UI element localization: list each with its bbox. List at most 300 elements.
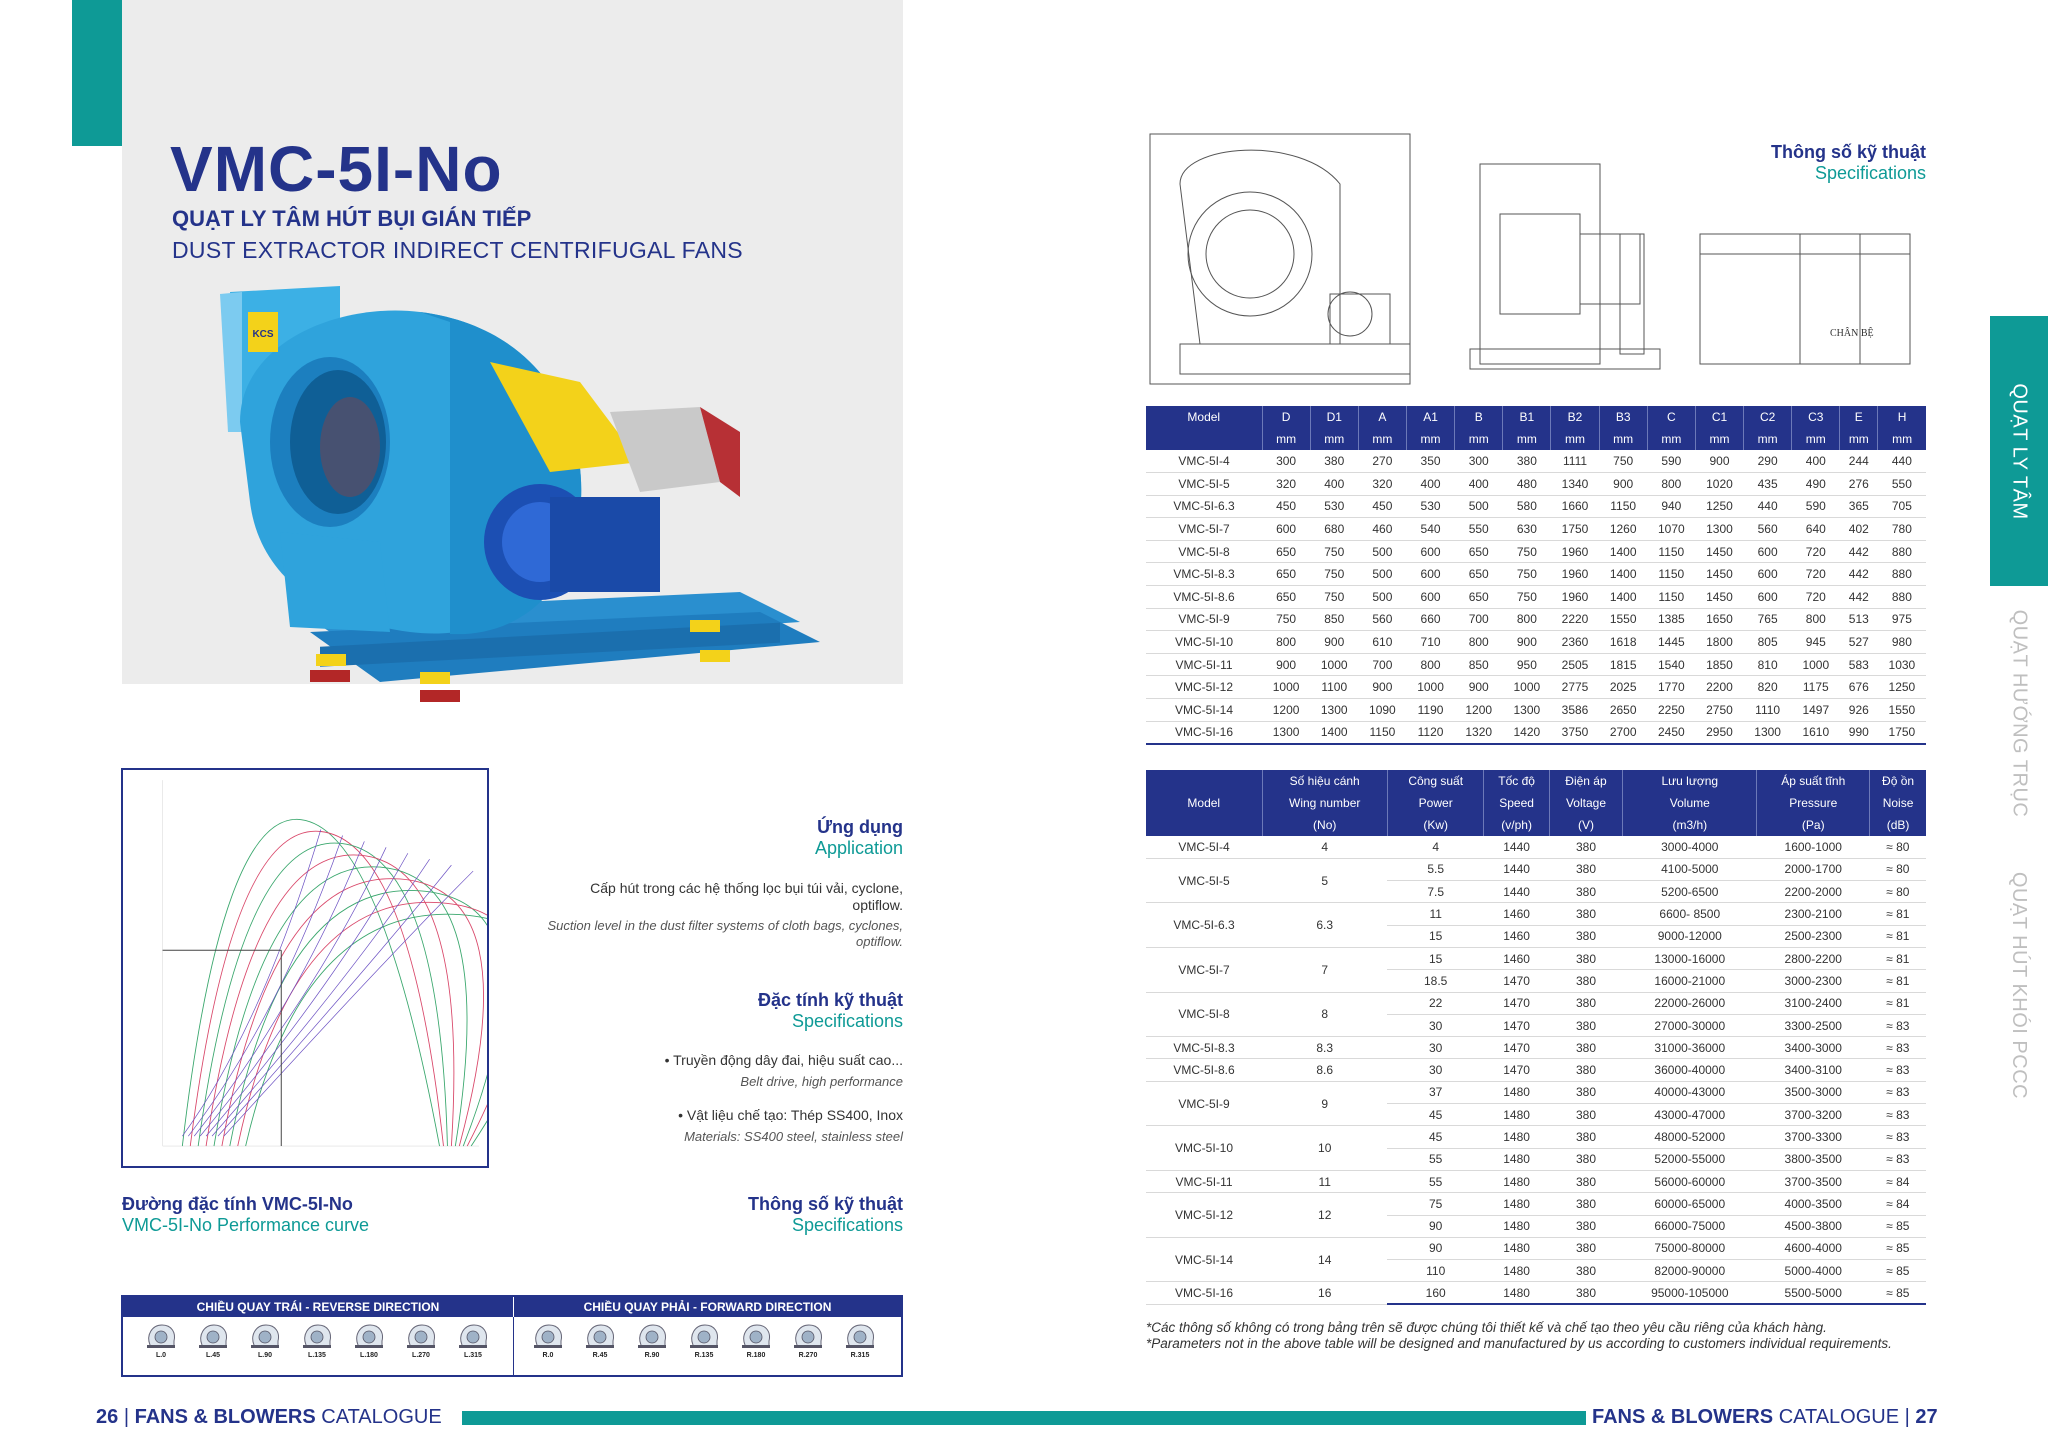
perf-cell: 22000-26000 xyxy=(1623,992,1757,1014)
perf-cell: 160 xyxy=(1387,1282,1484,1304)
dim-cell: 880 xyxy=(1878,540,1926,563)
perf-cell: ≈ 83 xyxy=(1870,1148,1926,1170)
perf-header-unit: (dB) xyxy=(1870,814,1926,836)
perf-cell: 380 xyxy=(1549,1081,1622,1103)
model-cell: VMC-5I-14 xyxy=(1146,1237,1262,1282)
perf-cell: 30 xyxy=(1387,1059,1484,1081)
dim-cell: 900 xyxy=(1455,676,1503,699)
pressure-curve xyxy=(230,890,489,1146)
dim-cell: 1400 xyxy=(1599,586,1647,609)
perf-cell: 16000-21000 xyxy=(1623,970,1757,992)
dim-cell: 1610 xyxy=(1792,721,1840,744)
dim-cell: 710 xyxy=(1406,631,1454,654)
dim-cell: 600 xyxy=(1744,540,1792,563)
dim-cell: 440 xyxy=(1878,450,1926,473)
dim-header: E xyxy=(1840,406,1878,428)
table-row xyxy=(1146,1193,1926,1215)
application-text-vn: Cấp hút trong các hệ thống lọc bụi túi vải, cyclone, optiflow. xyxy=(590,880,903,913)
wing-number-cell: 11 xyxy=(1262,1170,1387,1192)
perf-header-unit: (No) xyxy=(1262,814,1387,836)
perf-header-vn: Áp suất tĩnh xyxy=(1757,770,1870,792)
model-cell: VMC-5I-8.3 xyxy=(1146,563,1262,586)
perf-cell: 4100-5000 xyxy=(1623,858,1757,880)
perf-cell: 380 xyxy=(1549,858,1622,880)
perf-cell: 380 xyxy=(1549,1260,1622,1282)
perf-cell: 1480 xyxy=(1484,1170,1549,1192)
dim-header: B2 xyxy=(1551,406,1599,428)
perf-cell: 380 xyxy=(1549,1126,1622,1148)
table-row xyxy=(1146,1237,1926,1259)
perf-cell: 380 xyxy=(1549,992,1622,1014)
perf-cell: 3100-2400 xyxy=(1757,992,1870,1014)
table-row xyxy=(1146,608,1926,631)
dim-header: B1 xyxy=(1503,406,1551,428)
footer-brand-right: FANS & BLOWERS xyxy=(1592,1406,1774,1428)
dim-cell: 900 xyxy=(1262,653,1310,676)
dim-cell: 442 xyxy=(1840,540,1878,563)
dim-cell: 320 xyxy=(1262,473,1310,496)
dim-cell: 1650 xyxy=(1695,608,1743,631)
perf-cell: 6600- 8500 xyxy=(1623,903,1757,925)
forward-rotation-icon xyxy=(840,1321,880,1375)
reverse-rotation-icon xyxy=(245,1321,285,1375)
perf-cell: 5200-6500 xyxy=(1623,881,1757,903)
dim-cell: 1175 xyxy=(1792,676,1840,699)
dim-unit: mm xyxy=(1406,428,1454,450)
perf-cell: 43000-47000 xyxy=(1623,1104,1757,1126)
model-cell: VMC-5I-9 xyxy=(1146,1081,1262,1126)
dim-cell: 400 xyxy=(1406,473,1454,496)
dim-cell: 3586 xyxy=(1551,699,1599,722)
dim-cell: 442 xyxy=(1840,563,1878,586)
perf-cell: 15 xyxy=(1387,947,1484,969)
dim-cell: 700 xyxy=(1455,608,1503,631)
dim-cell: 950 xyxy=(1503,653,1551,676)
dim-cell: 1000 xyxy=(1792,653,1840,676)
dimension-drawing xyxy=(1140,124,1940,394)
reverse-rotation-icon xyxy=(401,1321,441,1375)
dim-cell: 442 xyxy=(1840,586,1878,609)
perf-cell: 48000-52000 xyxy=(1623,1126,1757,1148)
perf-cell: ≈ 80 xyxy=(1870,836,1926,858)
perf-cell: 18.5 xyxy=(1387,970,1484,992)
perf-cell: 3700-3200 xyxy=(1757,1104,1870,1126)
dim-cell: 300 xyxy=(1262,450,1310,473)
perf-cell: ≈ 84 xyxy=(1870,1170,1926,1192)
dim-cell: 1260 xyxy=(1599,518,1647,541)
dim-cell: 975 xyxy=(1878,608,1926,631)
dim-cell: 1150 xyxy=(1647,563,1695,586)
model-cell: VMC-5I-4 xyxy=(1146,836,1262,858)
dim-cell: 1960 xyxy=(1551,563,1599,586)
model-cell: VMC-5I-7 xyxy=(1146,518,1262,541)
dim-cell: 765 xyxy=(1744,608,1792,631)
perf-cell: 380 xyxy=(1549,1215,1622,1237)
table-row xyxy=(1146,1126,1926,1148)
model-cell: VMC-5I-16 xyxy=(1146,721,1262,744)
dim-cell: 1800 xyxy=(1695,631,1743,654)
dim-cell: 650 xyxy=(1455,586,1503,609)
perf-cell: 1480 xyxy=(1484,1126,1549,1148)
perf-cell: 1480 xyxy=(1484,1237,1549,1259)
dim-cell: 530 xyxy=(1310,495,1358,518)
dim-cell: 800 xyxy=(1792,608,1840,631)
footer-bar xyxy=(462,1411,1586,1425)
perf-header-en: Power xyxy=(1387,792,1484,814)
dim-cell: 513 xyxy=(1840,608,1878,631)
dim-cell: 380 xyxy=(1503,450,1551,473)
wing-number-cell: 16 xyxy=(1262,1282,1387,1304)
dim-cell: 460 xyxy=(1358,518,1406,541)
perf-cell: ≈ 83 xyxy=(1870,1059,1926,1081)
dim-cell: 945 xyxy=(1792,631,1840,654)
dim-cell: 400 xyxy=(1310,473,1358,496)
perf-cell: 1440 xyxy=(1484,836,1549,858)
perf-cell: 36000-40000 xyxy=(1623,1059,1757,1081)
dim-cell: 750 xyxy=(1503,563,1551,586)
perf-cell: ≈ 81 xyxy=(1870,947,1926,969)
perf-cell: 90 xyxy=(1387,1237,1484,1259)
table-row xyxy=(1146,586,1926,609)
perf-cell: 110 xyxy=(1387,1260,1484,1282)
rotation-label: R.90 xyxy=(644,1352,660,1359)
perf-cell: 2800-2200 xyxy=(1757,947,1870,969)
wing-number-cell: 4 xyxy=(1262,836,1387,858)
reverse-rotation-icon xyxy=(193,1321,233,1375)
rotation-label: L.180 xyxy=(360,1352,378,1359)
drawing-base-label: CHÂN BỆ xyxy=(1830,328,1874,339)
dim-cell: 805 xyxy=(1744,631,1792,654)
dim-cell: 2025 xyxy=(1599,676,1647,699)
dim-cell: 600 xyxy=(1744,586,1792,609)
dim-cell: 290 xyxy=(1744,450,1792,473)
rotation-label: L.90 xyxy=(257,1352,272,1359)
perf-header-en: Volume xyxy=(1623,792,1757,814)
dim-header: D xyxy=(1262,406,1310,428)
perf-cell: 31000-36000 xyxy=(1623,1037,1757,1059)
dim-cell: 600 xyxy=(1406,563,1454,586)
dim-cell: 276 xyxy=(1840,473,1878,496)
dim-cell: 926 xyxy=(1840,699,1878,722)
dim-cell: 1250 xyxy=(1878,676,1926,699)
table-row xyxy=(1146,653,1926,676)
perf-cell: 1480 xyxy=(1484,1081,1549,1103)
dim-cell: 2700 xyxy=(1599,721,1647,744)
dim-cell: 2505 xyxy=(1551,653,1599,676)
perf-cell: ≈ 85 xyxy=(1870,1215,1926,1237)
dim-cell: 1750 xyxy=(1551,518,1599,541)
table-row xyxy=(1146,903,1926,925)
curve-subheading: VMC-5I-No Performance curve xyxy=(122,1215,370,1235)
dim-cell: 900 xyxy=(1695,450,1743,473)
forward-direction-heading: CHIỀU QUAY PHẢI - FORWARD DIRECTION xyxy=(514,1297,901,1317)
model-cell: VMC-5I-8.6 xyxy=(1146,586,1262,609)
side-tab-axial[interactable]: QUẠT HƯỚNG TRỤC xyxy=(1990,586,2048,840)
page-number-left: 26 xyxy=(96,1406,119,1428)
perf-cell: 55 xyxy=(1387,1148,1484,1170)
perf-cell: 2300-2100 xyxy=(1757,903,1870,925)
table-row xyxy=(1146,1081,1926,1103)
dim-cell: 435 xyxy=(1744,473,1792,496)
dim-cell: 1618 xyxy=(1599,631,1647,654)
perf-cell: 1480 xyxy=(1484,1260,1549,1282)
wing-number-cell: 9 xyxy=(1262,1081,1387,1126)
dim-cell: 1120 xyxy=(1406,721,1454,744)
dim-unit: mm xyxy=(1310,428,1358,450)
dim-cell: 1400 xyxy=(1599,540,1647,563)
dim-cell: 900 xyxy=(1310,631,1358,654)
dim-cell: 1300 xyxy=(1262,721,1310,744)
reverse-rotation-icon xyxy=(349,1321,389,1375)
perf-header-en: Voltage xyxy=(1549,792,1622,814)
table-row xyxy=(1146,473,1926,496)
perf-cell: ≈ 83 xyxy=(1870,1081,1926,1103)
dim-cell: 800 xyxy=(1503,608,1551,631)
table-row xyxy=(1146,858,1926,880)
subtitle-en: DUST EXTRACTOR INDIRECT CENTRIFUGAL FANS xyxy=(172,237,743,263)
specs-link-subheading: Specifications xyxy=(791,1215,903,1235)
dim-cell: 600 xyxy=(1406,586,1454,609)
perf-cell: 1440 xyxy=(1484,881,1549,903)
perf-cell: 82000-90000 xyxy=(1623,1260,1757,1282)
dim-cell: 650 xyxy=(1262,563,1310,586)
wing-number-cell: 10 xyxy=(1262,1126,1387,1171)
table-row xyxy=(1146,676,1926,699)
dim-unit: mm xyxy=(1647,428,1695,450)
rotation-label: L.135 xyxy=(308,1352,326,1359)
dim-cell: 1450 xyxy=(1695,540,1743,563)
perf-cell: 3000-2300 xyxy=(1757,970,1870,992)
dim-cell: 1750 xyxy=(1878,721,1926,744)
dim-cell: 1660 xyxy=(1551,495,1599,518)
footer-brand-left: FANS & BLOWERS xyxy=(134,1406,316,1428)
dim-unit: mm xyxy=(1551,428,1599,450)
dim-cell: 750 xyxy=(1310,563,1358,586)
table-row xyxy=(1146,699,1926,722)
perf-cell: 75 xyxy=(1387,1193,1484,1215)
dim-cell: 720 xyxy=(1792,540,1840,563)
dim-cell: 440 xyxy=(1744,495,1792,518)
dim-cell: 350 xyxy=(1406,450,1454,473)
dim-header: B3 xyxy=(1599,406,1647,428)
dim-header: C3 xyxy=(1792,406,1840,428)
perf-cell: 380 xyxy=(1549,1193,1622,1215)
dim-cell: 2360 xyxy=(1551,631,1599,654)
forward-rotation-icon xyxy=(528,1321,568,1375)
dim-header: D1 xyxy=(1310,406,1358,428)
note-en: *Parameters not in the above table will be designed and manufactured by us according to customers individual requirements. xyxy=(1146,1336,1892,1351)
model-cell: VMC-5I-8.6 xyxy=(1146,1059,1262,1081)
rotation-label: R.135 xyxy=(694,1352,714,1359)
dim-cell: 676 xyxy=(1840,676,1878,699)
perf-cell: 3400-3100 xyxy=(1757,1059,1870,1081)
dim-cell: 1150 xyxy=(1599,495,1647,518)
perf-header-vn: Công suất xyxy=(1387,770,1484,792)
perf-cell: ≈ 85 xyxy=(1870,1282,1926,1304)
model-cell: VMC-5I-6.3 xyxy=(1146,495,1262,518)
dim-cell: 400 xyxy=(1792,450,1840,473)
dim-cell: 650 xyxy=(1262,540,1310,563)
perf-cell: 7.5 xyxy=(1387,881,1484,903)
perf-header-vn: Lưu lượng xyxy=(1623,770,1757,792)
side-tab-centrifugal[interactable]: QUẠT LY TÂM xyxy=(1990,316,2048,586)
dim-cell: 583 xyxy=(1840,653,1878,676)
perf-cell: 380 xyxy=(1549,836,1622,858)
side-tab-smoke-exhaust[interactable]: QUẠT HÚT KHÓI PCCC xyxy=(1990,840,2048,1130)
perf-header-en: Noise xyxy=(1870,792,1926,814)
perf-cell: ≈ 80 xyxy=(1870,881,1926,903)
table-row xyxy=(1146,721,1926,744)
perf-header-unit: (m3/h) xyxy=(1623,814,1757,836)
dim-unit: mm xyxy=(1503,428,1551,450)
perf-cell: 11 xyxy=(1387,903,1484,925)
perf-cell: 380 xyxy=(1549,1014,1622,1036)
dim-cell: 750 xyxy=(1310,540,1358,563)
rotation-label: L.45 xyxy=(205,1352,220,1359)
perf-cell: 1470 xyxy=(1484,1014,1549,1036)
dim-cell: 2775 xyxy=(1551,676,1599,699)
dim-cell: 1770 xyxy=(1647,676,1695,699)
dim-unit: mm xyxy=(1840,428,1878,450)
dim-cell: 750 xyxy=(1503,586,1551,609)
footer-left: 26 | FANS & BLOWERS CATALOGUE xyxy=(96,1406,442,1428)
perf-cell: 1480 xyxy=(1484,1148,1549,1170)
dim-cell: 1030 xyxy=(1878,653,1926,676)
perf-cell: 380 xyxy=(1549,1059,1622,1081)
perf-cell: ≈ 81 xyxy=(1870,992,1926,1014)
dim-cell: 1540 xyxy=(1647,653,1695,676)
forward-rotation-icon xyxy=(788,1321,828,1375)
pressure-curve xyxy=(190,831,443,1146)
dim-cell: 1300 xyxy=(1695,518,1743,541)
rotation-direction-panel xyxy=(121,1295,903,1377)
forward-rotation-icon xyxy=(684,1321,724,1375)
dim-cell: 500 xyxy=(1358,540,1406,563)
forward-rotation-icon xyxy=(632,1321,672,1375)
dim-unit xyxy=(1146,428,1262,450)
reverse-rotation-icon xyxy=(453,1321,493,1375)
footer-right: FANS & BLOWERS CATALOGUE | 27 xyxy=(1592,1406,1938,1428)
perf-cell: ≈ 83 xyxy=(1870,1126,1926,1148)
dim-cell: 1020 xyxy=(1695,473,1743,496)
table-row xyxy=(1146,563,1926,586)
perf-cell: 380 xyxy=(1549,925,1622,947)
model-cell: VMC-5I-7 xyxy=(1146,947,1262,992)
dim-cell: 320 xyxy=(1358,473,1406,496)
perf-cell: ≈ 85 xyxy=(1870,1237,1926,1259)
table-row xyxy=(1146,518,1926,541)
dim-cell: 630 xyxy=(1503,518,1551,541)
perf-header-model: Model xyxy=(1146,770,1262,836)
model-cell: VMC-5I-5 xyxy=(1146,473,1262,496)
perf-cell: 66000-75000 xyxy=(1623,1215,1757,1237)
perf-cell: 380 xyxy=(1549,1037,1622,1059)
rotation-label: R.180 xyxy=(746,1352,766,1359)
dim-cell: 750 xyxy=(1262,608,1310,631)
perf-cell: 1480 xyxy=(1484,1104,1549,1126)
table-row xyxy=(1146,947,1926,969)
pressure-curve xyxy=(222,879,484,1146)
dim-cell: 850 xyxy=(1310,608,1358,631)
dim-cell: 380 xyxy=(1310,450,1358,473)
model-cell: VMC-5I-12 xyxy=(1146,676,1262,699)
perf-cell: 1470 xyxy=(1484,1037,1549,1059)
perf-header-en: Speed xyxy=(1484,792,1549,814)
dim-cell: 540 xyxy=(1406,518,1454,541)
dim-cell: 1400 xyxy=(1599,563,1647,586)
perf-header-unit: (v/ph) xyxy=(1484,814,1549,836)
perf-cell: 22 xyxy=(1387,992,1484,1014)
dim-cell: 1850 xyxy=(1695,653,1743,676)
table-row xyxy=(1146,1037,1926,1059)
perf-cell: ≈ 85 xyxy=(1870,1260,1926,1282)
dim-unit: mm xyxy=(1792,428,1840,450)
perf-cell: 45 xyxy=(1387,1104,1484,1126)
dim-cell: 600 xyxy=(1744,563,1792,586)
dim-cell: 600 xyxy=(1262,518,1310,541)
perf-cell: ≈ 80 xyxy=(1870,858,1926,880)
dim-cell: 2200 xyxy=(1695,676,1743,699)
feature-item-1: • Truyền động dây đai, hiệu suất cao... xyxy=(664,1052,903,1068)
dim-cell: 402 xyxy=(1840,518,1878,541)
fan-badge-text: KCS xyxy=(252,329,274,340)
dim-header: H xyxy=(1878,406,1926,428)
wing-number-cell: 14 xyxy=(1262,1237,1387,1282)
dim-cell: 1450 xyxy=(1695,586,1743,609)
application-subheading: Application xyxy=(814,838,903,858)
dim-cell: 1100 xyxy=(1310,676,1358,699)
perf-cell: ≈ 83 xyxy=(1870,1014,1926,1036)
perf-cell: 30 xyxy=(1387,1037,1484,1059)
wing-number-cell: 5 xyxy=(1262,858,1387,903)
dim-cell: 1250 xyxy=(1695,495,1743,518)
dim-cell: 1000 xyxy=(1310,653,1358,676)
footer-catalogue-right: CATALOGUE xyxy=(1778,1406,1900,1428)
curve-heading: Đường đặc tính VMC-5I-No xyxy=(122,1194,353,1214)
page-number-right: 27 xyxy=(1915,1406,1938,1428)
dim-cell: 1960 xyxy=(1551,540,1599,563)
perf-cell: 3500-3000 xyxy=(1757,1081,1870,1103)
dim-cell: 1300 xyxy=(1503,699,1551,722)
perf-cell: 1480 xyxy=(1484,1215,1549,1237)
dim-header: C1 xyxy=(1695,406,1743,428)
teal-corner-tab xyxy=(72,0,122,146)
perf-cell: 380 xyxy=(1549,970,1622,992)
dim-cell: 1190 xyxy=(1406,699,1454,722)
dim-cell: 810 xyxy=(1744,653,1792,676)
dim-cell: 560 xyxy=(1744,518,1792,541)
dim-cell: 680 xyxy=(1310,518,1358,541)
perf-cell: 5500-5000 xyxy=(1757,1282,1870,1304)
dim-cell: 800 xyxy=(1262,631,1310,654)
perf-cell: 56000-60000 xyxy=(1623,1170,1757,1192)
dim-cell: 1150 xyxy=(1647,540,1695,563)
footer-catalogue-left: CATALOGUE xyxy=(321,1406,442,1428)
model-cell: VMC-5I-11 xyxy=(1146,653,1262,676)
dim-unit: mm xyxy=(1455,428,1503,450)
dim-cell: 650 xyxy=(1455,563,1503,586)
perf-header-unit: (V) xyxy=(1549,814,1622,836)
perf-cell: 1470 xyxy=(1484,1059,1549,1081)
dim-cell: 1550 xyxy=(1878,699,1926,722)
perf-cell: 1460 xyxy=(1484,925,1549,947)
perf-cell: 3400-3000 xyxy=(1757,1037,1870,1059)
dim-cell: 1000 xyxy=(1503,676,1551,699)
perf-header-vn: Số hiệu cánh xyxy=(1262,770,1387,792)
perf-cell: 380 xyxy=(1549,947,1622,969)
table-note xyxy=(1146,1320,1926,1352)
dim-cell: 1320 xyxy=(1455,721,1503,744)
